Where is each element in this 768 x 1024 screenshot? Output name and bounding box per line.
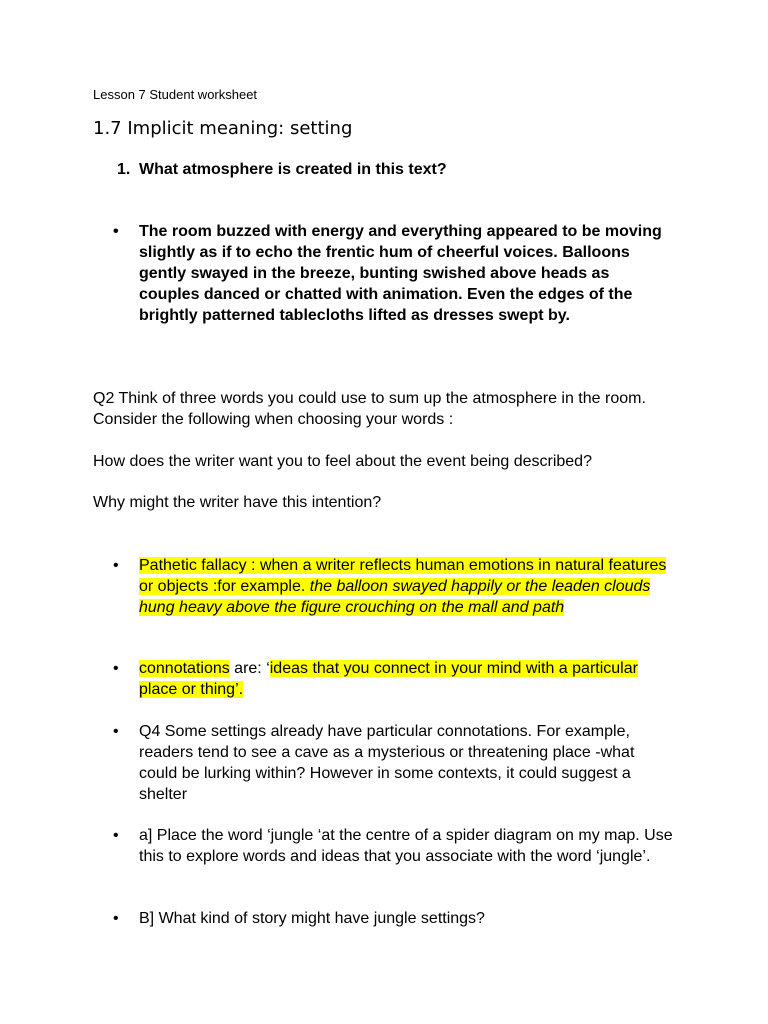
pathetic-fallacy-text — [139, 555, 673, 618]
question-1-number: 1. — [117, 161, 131, 178]
bullet-icon: • — [113, 723, 119, 740]
pathetic-fallacy-definition: Pathetic fallacy : when a writer reflects human emotions in natural features or objects :for example. — [139, 557, 667, 595]
bullet-icon: • — [113, 910, 119, 927]
task-a-text: a] Place the word ‘jungle ‘at the centre of a spider diagram on my map. Use this to explore words and ideas that you associate with the word ‘jungle’. — [139, 827, 673, 865]
question-4-text: Q4 Some settings already have particular connotations. For example, readers tend to see a cave as a mysterious or threatening place -what could be lurking within? However in some contexts, it could suggest a shelter — [139, 723, 635, 803]
question-2-prompt-intention: Why might the writer have this intention? — [93, 494, 382, 511]
page-title: 1.7 Implicit meaning: setting — [93, 118, 353, 139]
pathetic-fallacy-item — [113, 555, 673, 618]
task-a-item — [113, 825, 673, 867]
question-2-prompt-feel: How does the writer want you to feel about the event being described? — [93, 453, 592, 470]
connotations-text — [139, 658, 673, 700]
extract-text: The room buzzed with energy and everything appeared to be moving slightly as if to echo the frentic hum of cheerful voices. Balloons gently swayed in the breeze, bunting swished above heads as couples danced or chatted with animation. Even the edges of the brightly patterned tablecloths lifted as dresses swept by. — [139, 223, 662, 324]
lesson-label: Lesson 7 Student worksheet — [93, 87, 258, 102]
connotations-item — [113, 658, 673, 700]
pathetic-fallacy-example: the balloon swayed happily or the leaden clouds hung heavy above the figure crouching on the mall and path — [139, 578, 651, 616]
bullet-icon: • — [113, 660, 119, 677]
extract-paragraph — [113, 221, 673, 326]
task-b-text: B] What kind of story might have jungle settings? — [139, 910, 485, 927]
bullet-icon: • — [113, 223, 119, 240]
question-1-text: What atmosphere is created in this text? — [139, 161, 447, 178]
question-2-intro: Q2 Think of three words you could use to sum up the atmosphere in the room. Consider the following when choosing your words : — [93, 390, 646, 428]
question-1 — [117, 159, 447, 181]
bullet-icon: • — [113, 827, 119, 844]
connotations-are: are: ‘ — [229, 660, 270, 677]
bullet-icon: • — [113, 557, 119, 574]
question-4-item — [113, 721, 673, 805]
connotations-term: connotations — [139, 660, 230, 677]
task-b-item — [113, 908, 673, 929]
connotations-definition: ideas that you connect in your mind with a particular place or thing’. — [139, 660, 638, 698]
